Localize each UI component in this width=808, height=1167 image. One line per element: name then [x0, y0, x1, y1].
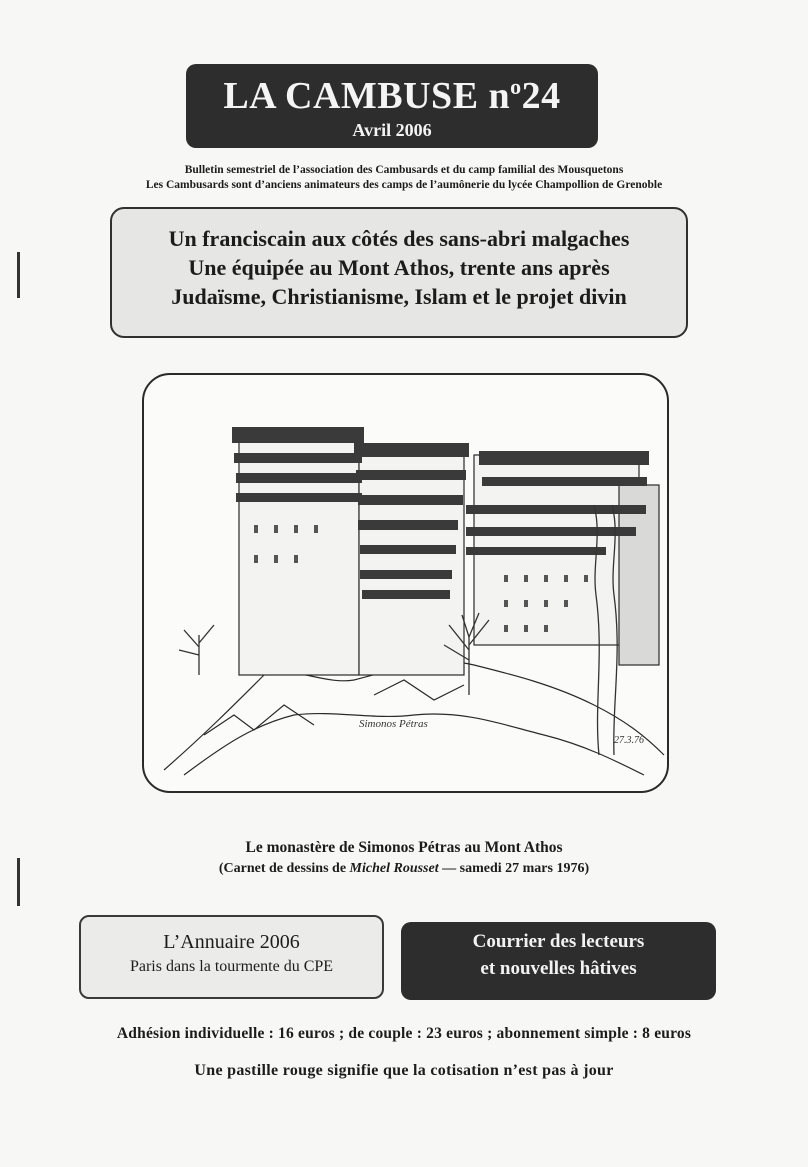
drawing-caption-credit — [100, 859, 708, 879]
monastery-sketch — [144, 375, 667, 791]
membership-fees: Adhésion individuelle : 16 euros ; de couple : 23 euros ; abonnement simple : 8 euros — [116, 1025, 692, 1042]
caption-author: Michel Rousset — [349, 861, 439, 876]
issue-number: 24 — [521, 75, 561, 117]
annuaire-box — [79, 915, 384, 999]
courrier-box — [401, 922, 716, 1000]
drawing-caption-title: Le monastère de Simonos Pétras au Mont Athos — [245, 839, 563, 856]
courrier-line-2: et nouvelles hâtives — [480, 958, 637, 979]
title-text: LA CAMBUSE n — [223, 75, 511, 117]
headline-1: Un franciscain aux côtés des sans-abri malgaches — [168, 226, 630, 251]
binding-mark-top — [17, 252, 20, 298]
headline-3: Judaïsme, Christianisme, Islam et le projet divin — [171, 284, 627, 309]
issue-date: Avril 2006 — [352, 120, 432, 140]
subtitle-line-1: Bulletin semestriel de l’association des Cambusards et du camp familial des Mousquetons — [184, 164, 624, 176]
binding-mark-bottom — [17, 858, 20, 906]
subtitle-line-2: Les Cambusards sont d’anciens animateurs des camps de l’aumônerie du lycée Champollion de Grenoble — [145, 179, 663, 191]
headlines-box — [110, 207, 688, 338]
title-superscript: o — [510, 74, 522, 99]
bulletin-title — [186, 74, 598, 118]
headline-2: Une équipée au Mont Athos, trente ans après — [188, 255, 610, 280]
caption-credit-prefix: (Carnet de dessins de — [218, 861, 350, 876]
caption-credit-suffix: — samedi 27 mars 1976) — [438, 861, 590, 876]
monastery-drawing — [142, 373, 669, 793]
drawing-inscription: Simonos Pétras — [359, 718, 428, 730]
red-sticker-notice: Une pastille rouge signifie que la cotisation n’est pas à jour — [194, 1062, 614, 1079]
drawing-signature-date: 27.3.76 — [614, 735, 644, 746]
courrier-line-1: Courrier des lecteurs — [472, 931, 645, 952]
title-banner — [186, 64, 598, 148]
annuaire-subtitle: Paris dans la tourmente du CPE — [129, 958, 334, 975]
annuaire-title: L’Annuaire 2006 — [163, 931, 300, 953]
